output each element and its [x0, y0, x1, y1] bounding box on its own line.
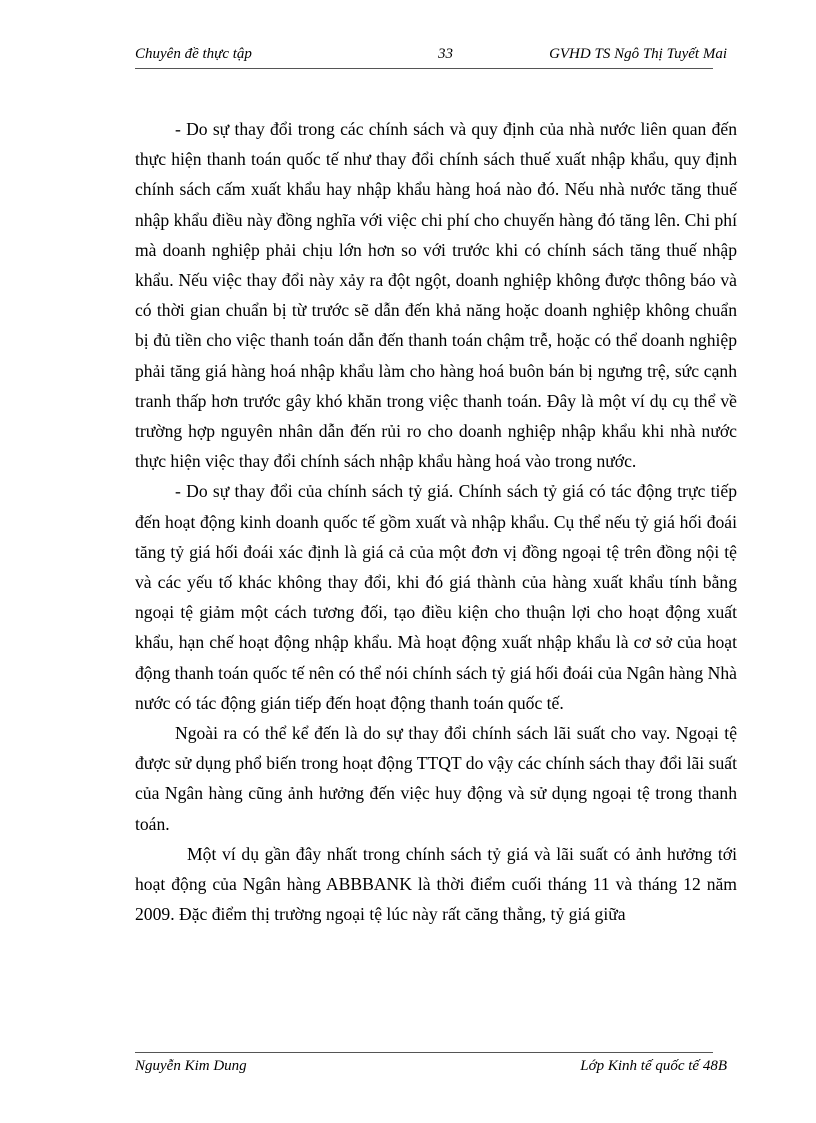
header-supervisor: GVHD TS Ngô Thị Tuyết Mai: [549, 46, 727, 62]
footer-author: Nguyễn Kim Dung: [135, 1058, 247, 1074]
header-divider: [135, 68, 713, 69]
body-text: [135, 114, 737, 929]
paragraph-exchange-rate: - Do sự thay đổi của chính sách tỷ giá. Chính sách tỷ giá có tác động trực tiếp đến hoạt động kinh doanh quốc tế gồm xuất và nhập khẩu. Cụ thể nếu tỷ giá hối đoái tăng tỷ giá hối đoái xác định là giá cả của một đơn vị đồng ngoại tệ trên đồng nội tệ và các yếu tố khác không thay đổi, khi đó giá thành của hàng xuất khẩu tính bằng ngoại tệ giảm một cách tương đối, tạo điều kiện cho thuận lợi cho hoạt động xuất khẩu, hạn chế hoạt động nhập khẩu. Mà hoạt động xuất nhập khẩu là cơ sở của hoạt động thanh toán quốc tế nên có thể nói chính sách tỷ giá hối đoái của Ngân hàng Nhà nước có tác động gián tiếp đến hoạt động thanh toán quốc tế.: [135, 481, 737, 713]
paragraph-example: Một ví dụ gần đây nhất trong chính sách tỷ giá và lãi suất có ảnh hưởng tới hoạt động của Ngân hàng ABBBANK là thời điểm cuối tháng 11 và tháng 12 năm 2009. Đặc điểm thị trường ngoại tệ lúc này rất căng thẳng, tỷ giá giữa: [135, 843, 737, 925]
footer-class: Lớp Kinh tế quốc tế 48B: [580, 1058, 727, 1074]
page-header: [135, 46, 727, 68]
footer-divider: [135, 1052, 713, 1053]
paragraph-interest-rate: Ngoài ra có thể kể đến là do sự thay đổi chính sách lãi suất cho vay. Ngoại tệ được sử dụng phổ biến trong hoạt động TTQT do vậy các chính sách thay đổi lãi suất của Ngân hàng cũng ảnh hưởng đến việc huy động và sử dụng ngoại tệ trong thanh toán.: [135, 723, 737, 834]
paragraph-policy-change: - Do sự thay đổi trong các chính sách và quy định của nhà nước liên quan đến thực hiện thanh toán quốc tế như thay đổi chính sách thuế xuất nhập khẩu, quy định chính sách cấm xuất khẩu hay nhập khẩu hàng hoá nào đó. Nếu nhà nước tăng thuế nhập khẩu điều này đồng nghĩa với việc chi phí cho chuyến hàng đó tăng lên. Chi phí mà doanh nghiệp phải chịu lớn hơn so với trước khi có chính sách tăng thuế nhập khẩu. Nếu việc thay đổi này xảy ra đột ngột, doanh nghiệp không được thông báo và có thời gian chuẩn bị từ trước sẽ dẫn đến khả năng hoặc doanh nghiệp không chuẩn bị đủ tiền cho việc thanh toán dẫn đến thanh toán chậm trễ, hoặc có thể doanh nghiệp phải tăng giá hàng hoá nhập khẩu làm cho hàng hoá buôn bán bị ngưng trệ, sức cạnh tranh thấp hơn trước gây khó khăn trong việc thanh toán. Đây là một ví dụ cụ thể về trường hợp nguyên nhân dẫn đến rủi ro cho doanh nghiệp nhập khẩu khi nhà nước thực hiện việc thay đổi chính sách nhập khẩu hàng hoá vào trong nước.: [135, 119, 737, 472]
page-footer: [135, 1058, 727, 1080]
page-number: 33: [438, 46, 453, 62]
header-document-type: Chuyên đề thực tập: [135, 46, 252, 62]
